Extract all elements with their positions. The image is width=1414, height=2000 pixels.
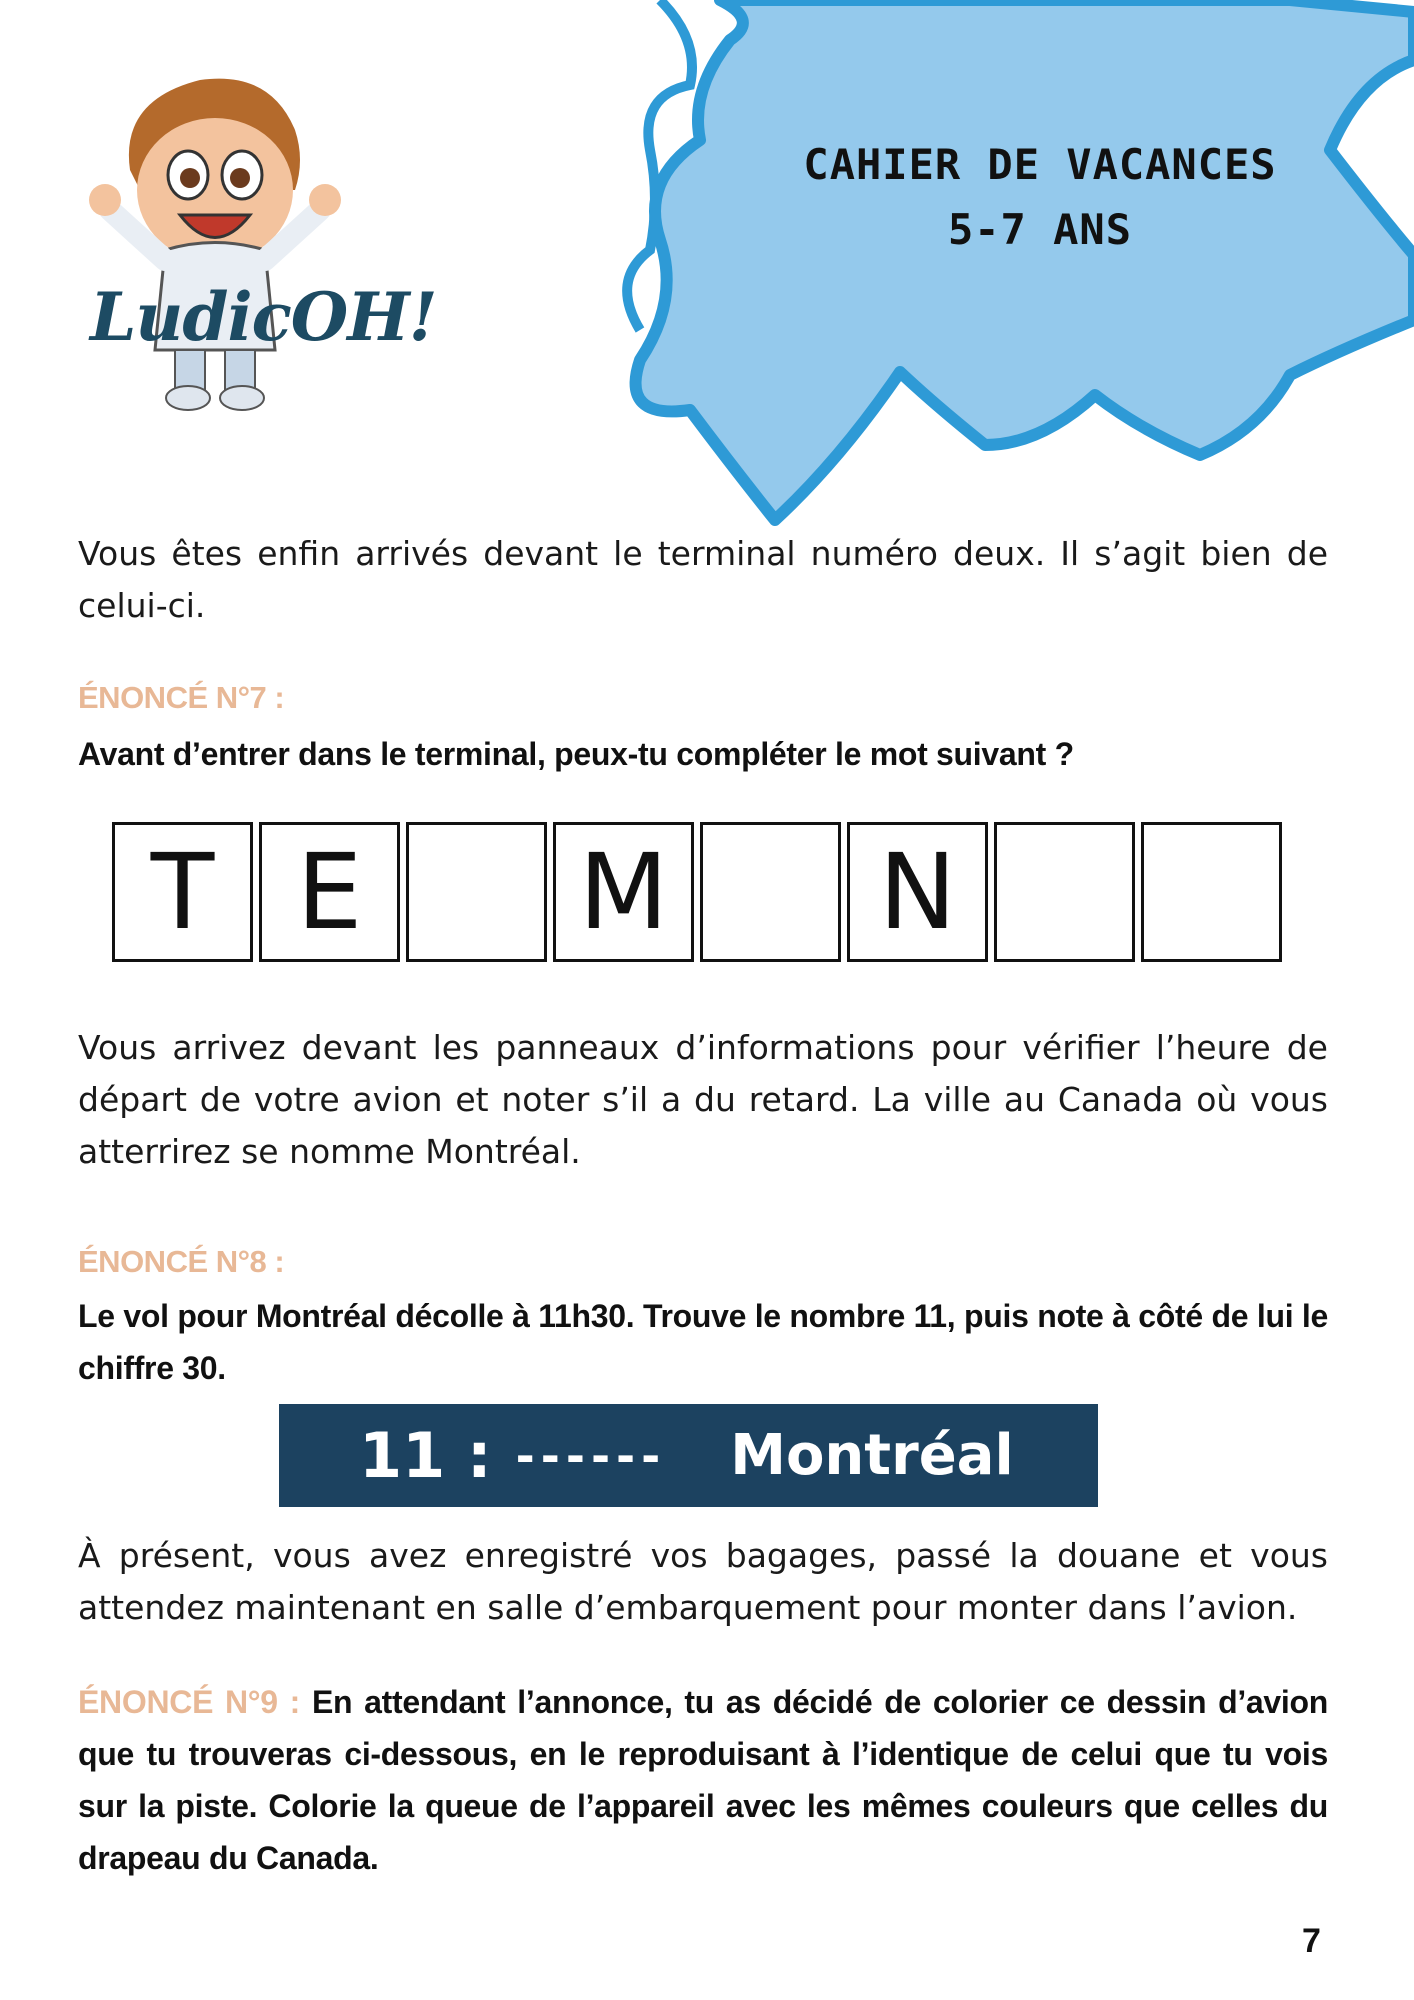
enonce-9-block <box>78 1676 1328 1884</box>
letter-box[interactable]: E <box>259 822 400 962</box>
enonce-8-label: ÉNONCÉ N°8 : <box>78 1244 285 1279</box>
enonce-9-question: En attendant l’annonce, tu as décidé de colorier ce dessin d’avion que tu trouveras ci-dessous, en le reproduisant à l’identique de celui que tu vois sur la piste. Colorie la queue de l’appareil avec les mêmes couleurs que celles du drapeau du Canada. <box>78 1684 1329 1876</box>
header-title-line1: CAHIER DE VACANCES <box>803 140 1277 189</box>
board-blank[interactable]: ------ <box>515 1428 667 1483</box>
enonce-7-question: Avant d’entrer dans le terminal, peux-tu compléter le mot suivant ? <box>78 736 1074 772</box>
panels-paragraph: Vous arrivez devant les panneaux d’informations pour vérifier l’heure de départ de votre avion et noter s’il a du retard. La ville au Canada où vous atterrirez se nomme Montréal. <box>78 1028 1328 1171</box>
letter-box[interactable] <box>1141 822 1282 962</box>
letter-box[interactable] <box>406 822 547 962</box>
logo-text: LudicOH! <box>90 278 437 356</box>
ludicoh-logo <box>70 60 370 420</box>
enonce-9-label: ÉNONCÉ N°9 : <box>78 1684 301 1720</box>
page-number: 7 <box>1302 1922 1321 1960</box>
enonce-7-label: ÉNONCÉ N°7 : <box>78 680 285 715</box>
word-completion-boxes <box>112 822 1288 962</box>
enonce-8-question: Le vol pour Montréal décolle à 11h30. Trouve le nombre 11, puis note à côté de lui le chiffre 30. <box>78 1298 1328 1386</box>
intro-paragraph: Vous êtes enfin arrivés devant le terminal numéro deux. Il s’agit bien de celui-ci. <box>78 534 1328 625</box>
header-title-line2: 5-7 ANS <box>947 205 1132 254</box>
boarding-paragraph: À présent, vous avez enregistré vos bagages, passé la douane et vous attendez maintenant en salle d’embarquement pour monter dans l’avion. <box>78 1536 1328 1627</box>
board-time: 11 : <box>359 1419 492 1492</box>
departure-board <box>279 1404 1098 1507</box>
letter-box[interactable] <box>700 822 841 962</box>
letter-box[interactable]: N <box>847 822 988 962</box>
letter-box[interactable]: T <box>112 822 253 962</box>
letter-box[interactable]: M <box>553 822 694 962</box>
letter-box[interactable] <box>994 822 1135 962</box>
board-city: Montréal <box>730 1423 1014 1488</box>
